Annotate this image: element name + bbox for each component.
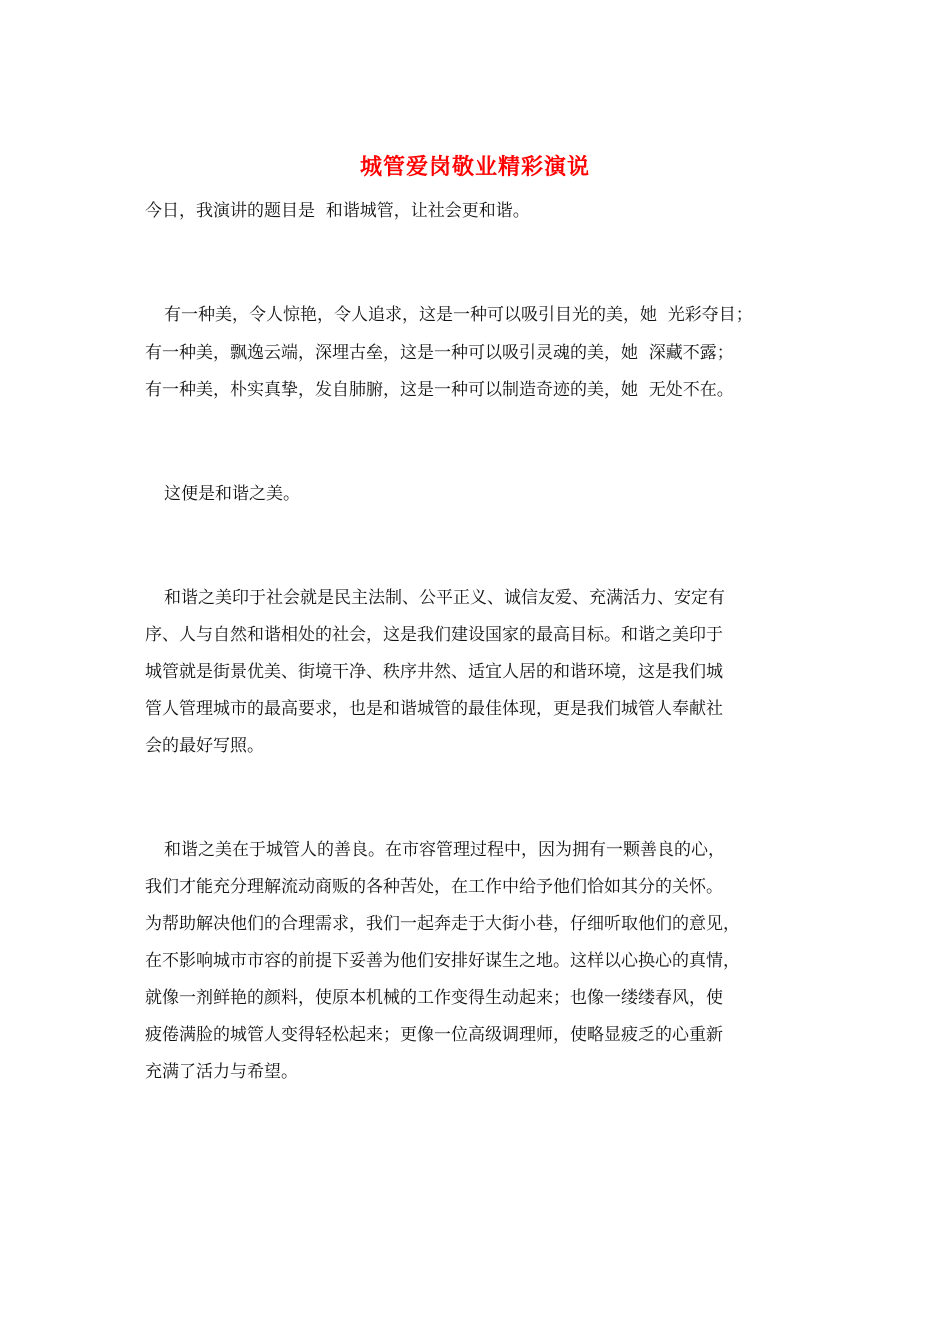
paragraph-3-line-3: 城管就是街景优美、街境干净、秩序井然、适宜人居的和谐环境，这是我们城 xyxy=(145,662,723,682)
intro-line: 今日，我演讲的题目是 和谐城管，让社会更和谐。 xyxy=(145,201,530,221)
paragraph-1-line-2: 有一种美，飘逸云端，深埋古垒，这是一种可以吸引灵魂的美，她 深藏不露； xyxy=(145,343,734,363)
paragraph-3-line-4: 管人管理城市的最高要求，也是和谐城管的最佳体现，更是我们城管人奉献社 xyxy=(145,699,723,719)
paragraph-1-line-1: 有一种美，令人惊艳，令人追求，这是一种可以吸引目光的美，她 光彩夺目； xyxy=(164,305,753,325)
paragraph-1-line-3: 有一种美，朴实真挚，发自肺腑，这是一种可以制造奇迹的美，她 无处不在。 xyxy=(145,380,734,400)
paragraph-3-line-5: 会的最好写照。 xyxy=(145,736,264,756)
paragraph-4-line-2: 我们才能充分理解流动商贩的各种苦处，在工作中给予他们恰如其分的关怀。 xyxy=(145,877,723,897)
paragraph-4-line-5: 就像一剂鲜艳的颜料，使原本机械的工作变得生动起来；也像一缕缕春风，使 xyxy=(145,988,723,1008)
paragraph-3-line-2: 序、人与自然和谐相处的社会，这是我们建设国家的最高目标。和谐之美印于 xyxy=(145,625,723,645)
paragraph-3-line-1: 和谐之美印于社会就是民主法制、公平正义、诚信友爱、充满活力、安定有 xyxy=(164,588,725,608)
paragraph-4-line-3: 为帮助解决他们的合理需求，我们一起奔走于大街小巷，仔细听取他们的意见， xyxy=(145,914,740,934)
paragraph-4-line-4: 在不影响城市市容的前提下妥善为他们安排好谋生之地。这样以心换心的真情， xyxy=(145,951,740,971)
paragraph-2-line-1: 这便是和谐之美。 xyxy=(164,484,300,504)
document-title: 城管爱岗敬业精彩演说 xyxy=(359,154,590,180)
paragraph-4-line-6: 疲倦满脸的城管人变得轻松起来；更像一位高级调理师，使略显疲乏的心重新 xyxy=(145,1025,723,1045)
paragraph-4-line-7: 充满了活力与希望。 xyxy=(145,1062,298,1082)
paragraph-4-line-1: 和谐之美在于城管人的善良。在市容管理过程中，因为拥有一颗善良的心， xyxy=(164,840,725,860)
